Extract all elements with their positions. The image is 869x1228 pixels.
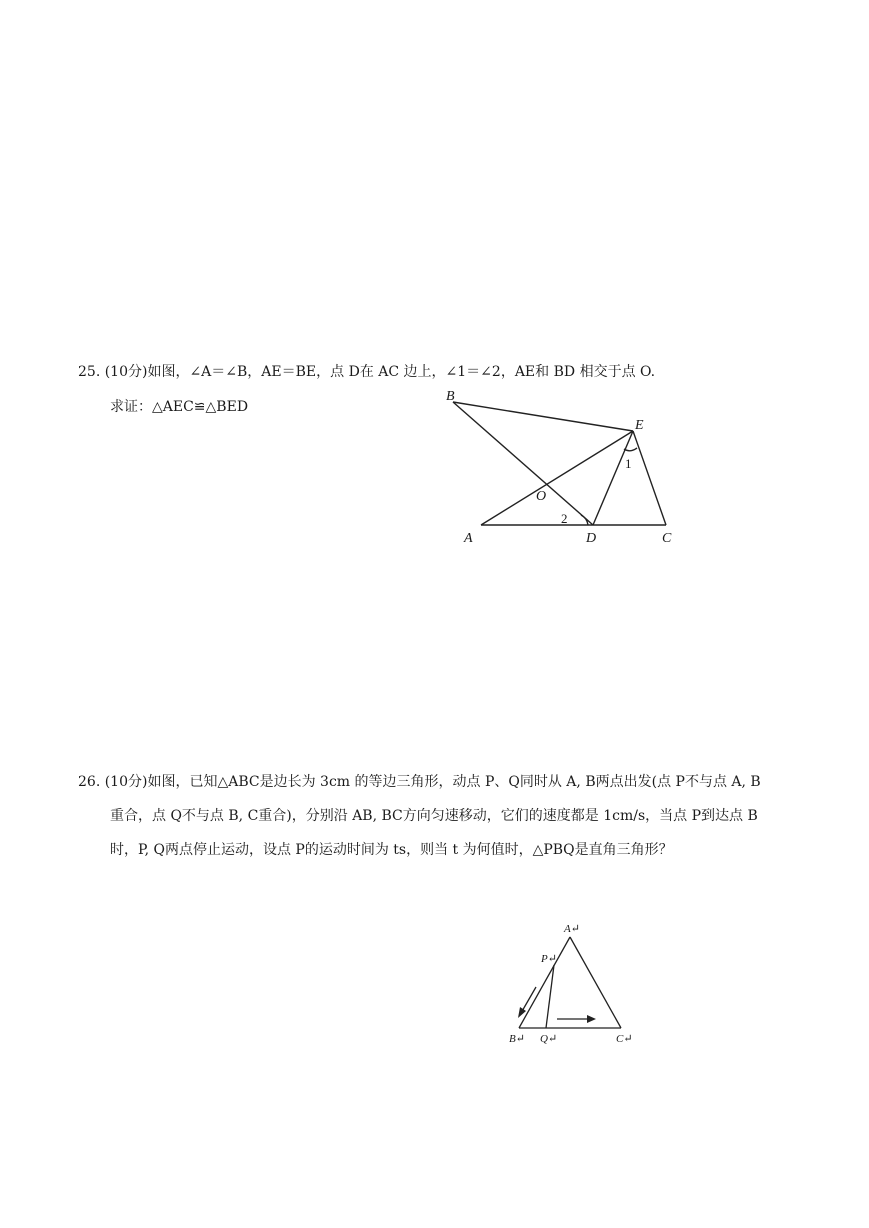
label-B: B↵ bbox=[509, 1033, 525, 1045]
q25-figure bbox=[440, 385, 700, 555]
label-C: C bbox=[662, 531, 672, 546]
label-Q: Q↵ bbox=[540, 1033, 558, 1045]
segment-AE bbox=[481, 431, 633, 525]
label-angle-2: 2 bbox=[561, 511, 568, 526]
segment-DE bbox=[593, 431, 633, 525]
segment-AB bbox=[519, 937, 570, 1028]
segment-PQ bbox=[546, 965, 554, 1028]
q25-line-1: 25. (10分)如图，∠A＝∠B，AE＝BE，点 D在 AC 边上，∠1＝∠2，AE和 BD 相交于点 O. bbox=[78, 364, 656, 380]
q26-line-3: 时，P, Q两点停止运动，设点 P的运动时间为 ts，则当 t 为何值时，△PBQ是直角三角形？ bbox=[110, 842, 673, 858]
label-P: P↵ bbox=[541, 953, 557, 965]
q26-figure bbox=[500, 915, 660, 1055]
arrow-P-shaft bbox=[521, 987, 536, 1013]
label-angle-1: 1 bbox=[625, 456, 632, 471]
label-C: C↵ bbox=[616, 1033, 633, 1045]
segment-EC bbox=[633, 431, 666, 525]
label-O: O bbox=[536, 489, 547, 504]
label-E: E bbox=[635, 418, 644, 433]
segment-AC bbox=[570, 937, 621, 1028]
angle-2-arc bbox=[581, 515, 588, 525]
label-A: A↵ bbox=[564, 923, 580, 935]
q25-line-2: 求证：△AEC≌△BED bbox=[110, 399, 249, 415]
label-D: D bbox=[586, 531, 597, 546]
segment-BD bbox=[453, 402, 593, 525]
label-B: B bbox=[446, 389, 455, 404]
q26-line-1: 26. (10分)如图，已知△ABC是边长为 3cm 的等边三角形，动点 P、Q同时从 A, B两点出发(点 P不与点 A, B bbox=[78, 774, 761, 790]
label-A: A bbox=[464, 531, 473, 546]
q26-line-2: 重合，点 Q不与点 B, C重合)，分别沿 AB, BC方向匀速移动，它们的速度都是 1cm/s，当点 P到达点 B bbox=[110, 808, 758, 824]
arrow-Q-head bbox=[587, 1015, 596, 1023]
